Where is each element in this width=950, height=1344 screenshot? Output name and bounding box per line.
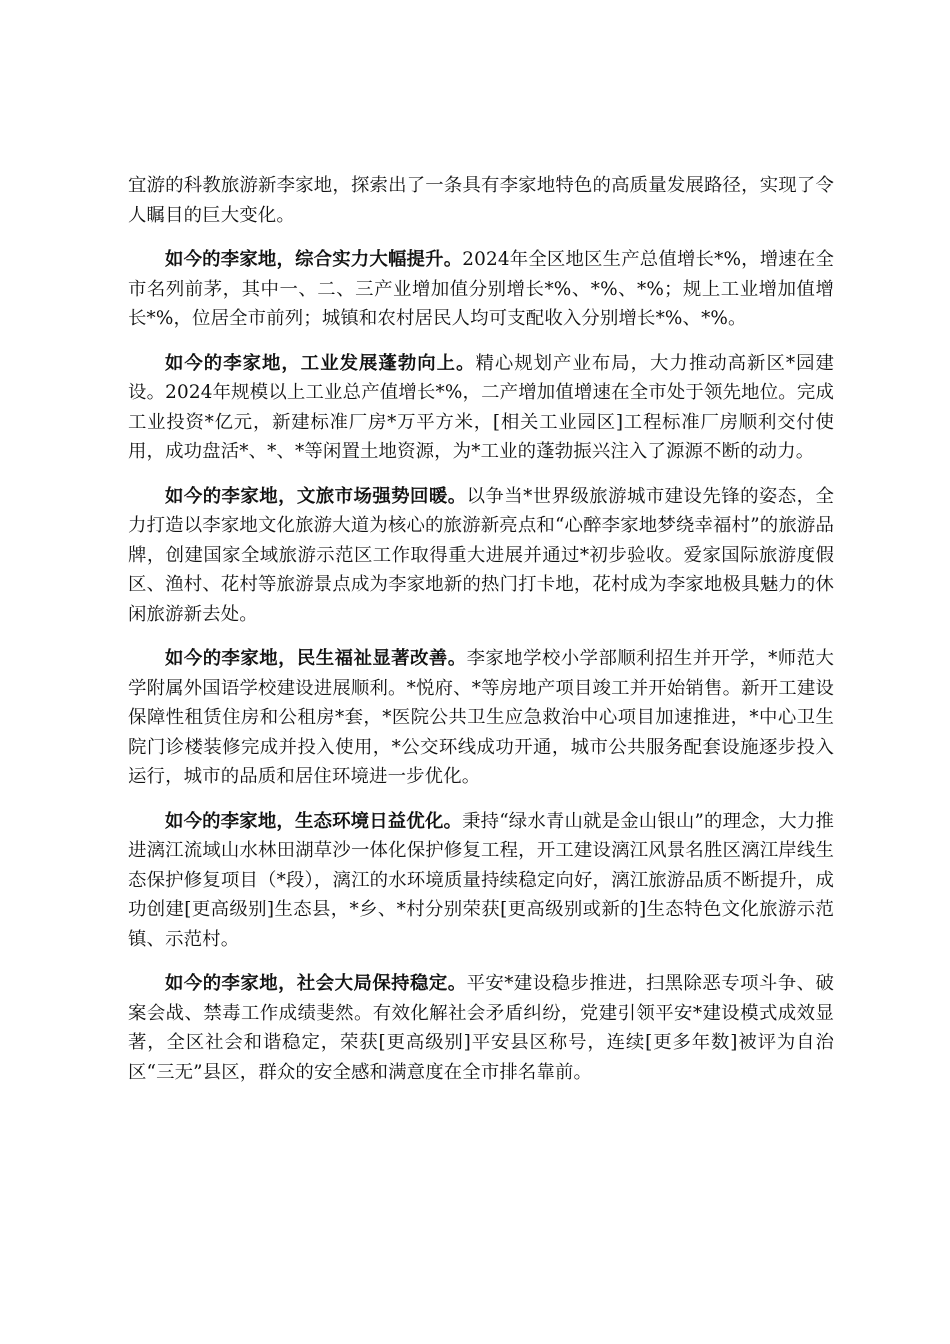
paragraph-text: 精心规划产业布局，大力推动高新区*园建设。2024年规模以上工业总产值增长*%，二产增加值增速在全市处于领先地位。完成工业投资*亿元，新建标准厂房*万平方米，[相关工业园区]工程标准厂房顺利交付使用，成功盘活*、*、*等闲置土地资源，为*工业的蓬勃振兴注入了源源不断的动力。 [128,352,835,462]
paragraph-text: 以争当*世界级旅游城市建设先锋的姿态，全力打造以李家地文化旅游大道为核心的旅游新亮点和“心醉李家地梦绕幸福村”的旅游品牌，创建国家全域旅游示范区工作取得重大进展并通过*初步验收。爱家国际旅游度假区、渔村、花村等旅游景点成为李家地新的热门打卡地，花村成为李家地极具魅力的休闲旅游新去处。 [128,485,834,625]
paragraph-livelihood [128,644,834,792]
paragraph-text: 2024年全区地区生产总值增长*%，增速在全市名列前茅，其中一、二、三产业增加值分别增长*%、*%、*%；规上工业增加值增长*%，位居全市前列；城镇和农村居民人均可支配收入分别增长*%、*%。 [128,249,834,329]
paragraph-text: 平安*建设稳步推进，扫黑除恶专项斗争、破案会战、禁毒工作成绩斐然。有效化解社会矛盾纠纷，党建引领平安*建设模式成效显著，全区社会和谐稳定，荣获[更高级别]平安县区称号，连续[更多年数]被评为自治区“三无”县区，群众的安全感和满意度在全市排名靠前。 [128,973,834,1083]
paragraph-industry [128,349,834,467]
paragraph-economy [128,245,834,334]
paragraph-ecology [128,807,834,955]
paragraph-intro [128,171,834,230]
paragraph-lead: 如今的李家地，民生福祉显著改善。 [165,648,467,669]
paragraph-lead: 如今的李家地，综合实力大幅提升。 [165,249,463,270]
document-body [128,171,834,1102]
paragraph-stability [128,969,834,1087]
paragraph-lead: 如今的李家地，社会大局保持稳定。 [165,973,467,994]
paragraph-lead: 如今的李家地，生态环境日益优化。 [165,810,463,832]
paragraph-text: 李家地学校小学部顺利招生并开学，*师范大学附属外国语学校建设进展顺利。*悦府、*等房地产项目竣工并开始销售。新开工建设保障性租赁住房和公租房*套，*医院公共卫生应急救治中心项目加速推进，*中心卫生院门诊楼装修完成并投入使用，*公交环线成功开通，城市公共服务配套设施逐步投入运行，城市的品质和居住环境进一步优化。 [128,648,834,787]
paragraph-lead: 如今的李家地，工业发展蓬勃向上。 [165,352,476,374]
paragraph-lead: 如今的李家地，文旅市场强势回暖。 [165,485,467,507]
paragraph-tourism [128,482,834,630]
paragraph-text: 秉持“绿水青山就是金山银山”的理念，大力推进漓江流域山水林田湖草沙一体化保护修复工程，开工建设漓江风景名胜区漓江岸线生态保护修复项目（*段），漓江的水环境质量持续稳定向好，漓江旅游品质不断提升，成功创建[更高级别]生态县，*乡、*村分别荣获[更高级别或新的]生态特色文化旅游示范镇、示范村。 [128,810,834,950]
paragraph-text: 宜游的科教旅游新李家地，探索出了一条具有李家地特色的高质量发展路径，实现了令人瞩目的巨大变化。 [128,175,834,226]
